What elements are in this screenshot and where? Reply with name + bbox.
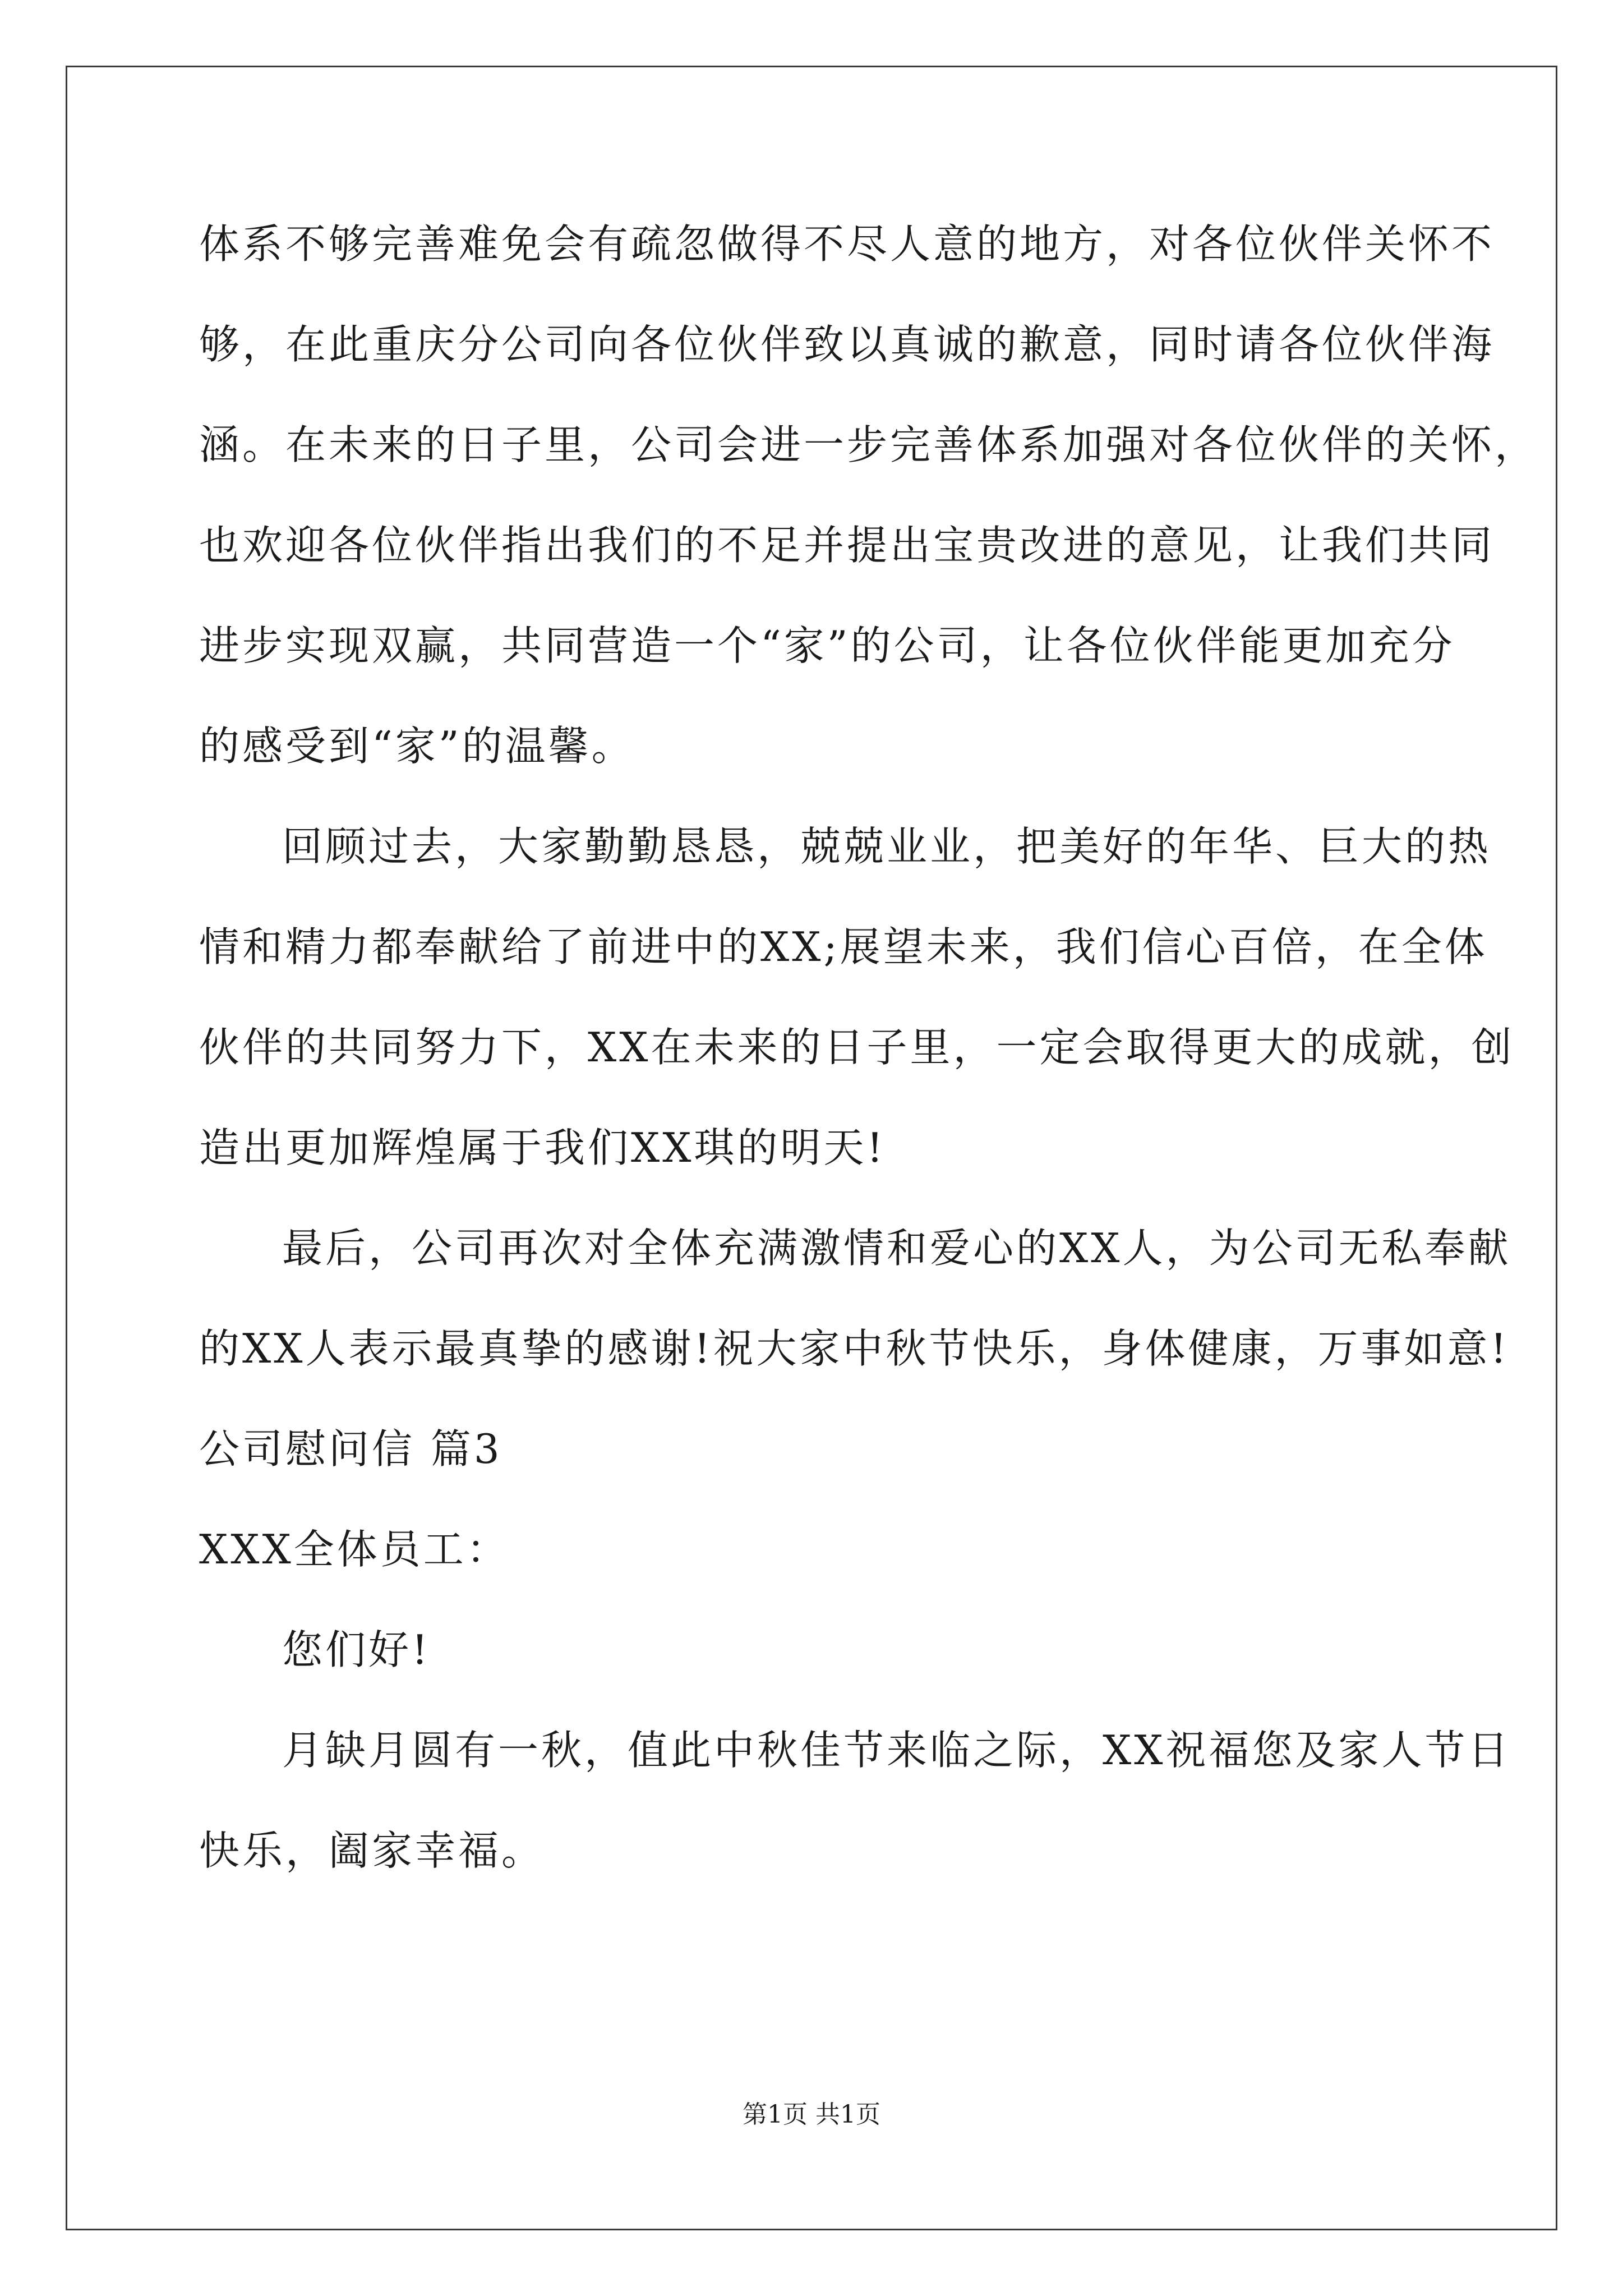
text-line: 也欢迎各位伙伴指出我们的不足并提出宝贵改进的意见，让我们共同 (199, 522, 1495, 569)
text-line: 涵。在未来的日子里，公司会进一步完善体系加强对各位伙伴的关怀， (199, 421, 1538, 468)
page-number-footer: 第1页 共1页 (743, 2100, 880, 2129)
text-line: 体系不够完善难免会有疏忽做得不尽人意的地方，对各位伙伴关怀不 (199, 220, 1495, 268)
text-line: 进步实现双赢，共同营造一个“家”的公司，让各位伙伴能更加充分 (199, 622, 1455, 669)
text-line: 快乐，阖家幸福。 (199, 1827, 545, 1874)
text-line: 伙伴的共同努力下，XX在未来的日子里，一定会取得更大的成就，创 (199, 1024, 1515, 1071)
text-line: 的XX人表示最真挚的感谢!祝大家中秋节快乐，身体健康，万事如意! (199, 1325, 1510, 1372)
text-line: 月缺月圆有一秋，值此中秋佳节来临之际，XX祝福您及家人节日 (282, 1727, 1511, 1774)
text-line: 情和精力都奉献给了前进中的XX;展望未来，我们信心百倍，在全体 (199, 923, 1488, 970)
text-line: 造出更加辉煌属于我们XX琪的明天! (199, 1124, 886, 1171)
section-heading: 公司慰问信 篇3 (199, 1425, 502, 1473)
text-line: 的感受到“家”的温馨。 (199, 723, 635, 770)
greeting: 您们好! (282, 1626, 431, 1673)
text-line: 够，在此重庆分公司向各位伙伴致以真诚的歉意，同时请各位伙伴海 (199, 321, 1495, 368)
text-line: 最后，公司再次对全体充满激情和爱心的XX人，为公司无私奉献 (282, 1225, 1511, 1272)
text-line: 回顾过去，大家勤勤恳恳，兢兢业业，把美好的年华、巨大的热 (282, 823, 1492, 870)
salutation: XXX全体员工： (199, 1526, 510, 1573)
